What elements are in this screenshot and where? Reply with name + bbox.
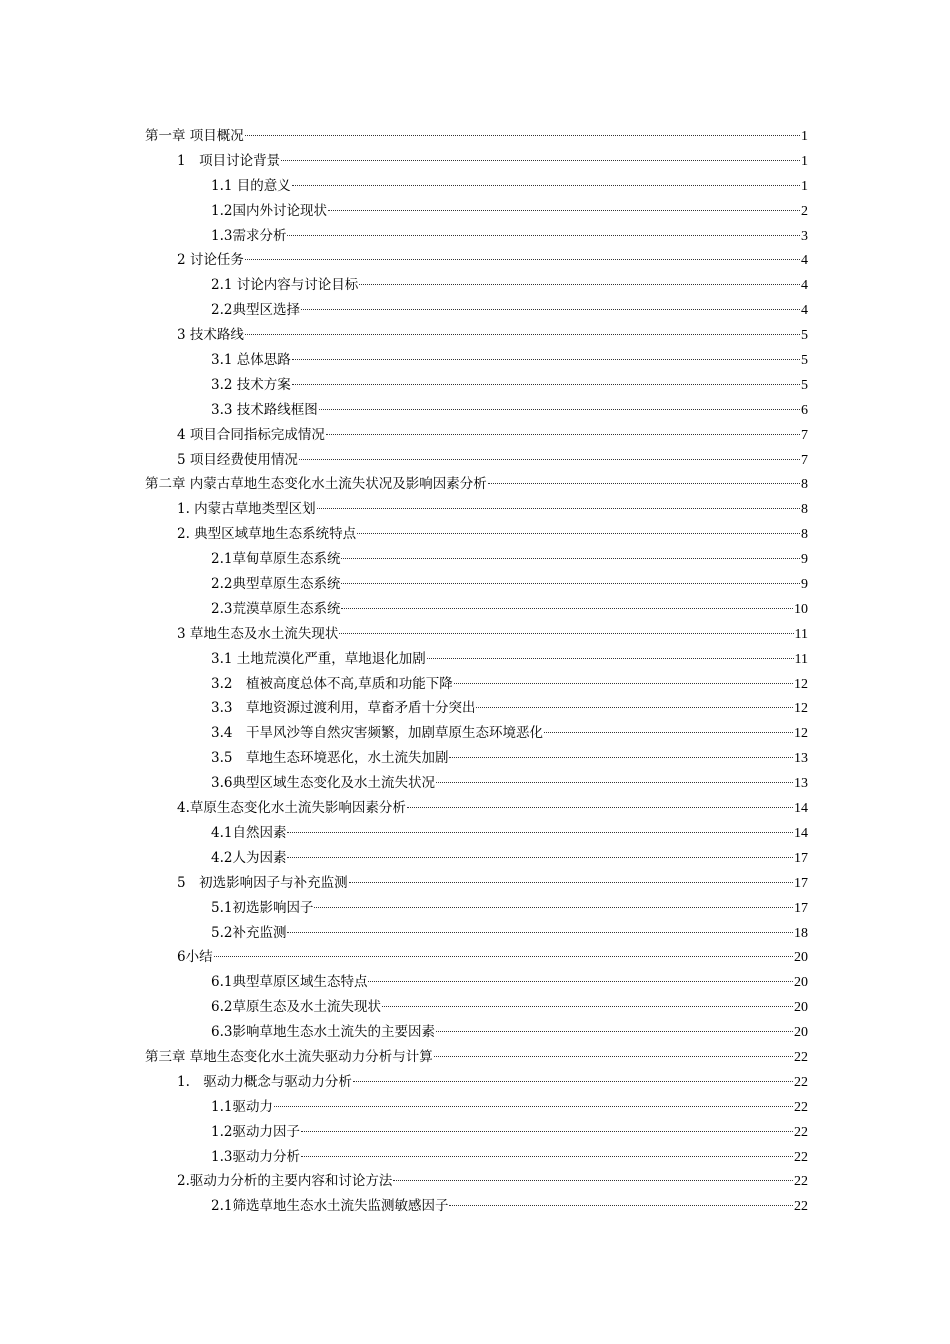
toc-leader-dots: [301, 1131, 793, 1132]
toc-entry-page: 20: [794, 1025, 808, 1041]
toc-leader-dots: [292, 185, 800, 186]
toc-entry-page: 22: [794, 1124, 808, 1140]
toc-entry-title: 3.1 总体思路: [211, 352, 291, 369]
toc-entry-page: 13: [794, 751, 808, 767]
toc-leader-dots: [287, 235, 800, 236]
toc-entry-title: 1. 内蒙古草地类型区划: [177, 501, 316, 518]
toc-entry-title: 3.2 技术方案: [211, 376, 291, 393]
toc-entry-page: 12: [794, 726, 808, 742]
toc-leader-dots: [393, 1180, 793, 1181]
toc-entry[interactable]: [145, 871, 808, 896]
toc-entry-title: 5 初选影响因子与补充监测: [177, 874, 348, 891]
toc-entry-page: 22: [794, 1099, 808, 1115]
toc-entry[interactable]: [145, 373, 808, 398]
toc-entry-title: 3.5 草地生态环境恶化，水土流失加剧: [211, 750, 449, 767]
toc-entry-title: 6小结: [177, 949, 213, 966]
toc-entry-title: 6.3影响草地生态水土流失的主要因素: [211, 1024, 435, 1041]
toc-entry-page: 7: [801, 427, 808, 443]
toc-entry[interactable]: [145, 1095, 808, 1120]
toc-leader-dots: [341, 608, 793, 609]
toc-entry-title: 2.2典型区选择: [211, 302, 300, 319]
toc-entry[interactable]: [145, 149, 808, 174]
toc-entry-title: 5.1初选影响因子: [211, 899, 314, 916]
toc-entry-title: 2.2典型草原生态系统: [211, 576, 341, 593]
toc-entry-page: 12: [794, 701, 808, 717]
toc-leader-dots: [382, 1006, 793, 1007]
toc-entry-title: 5 项目经费使用情况: [177, 451, 298, 468]
toc-entry-page: 8: [801, 477, 808, 493]
toc-entry[interactable]: [145, 945, 808, 970]
toc-entry[interactable]: [145, 1145, 808, 1170]
toc-entry-page: 8: [801, 502, 808, 518]
toc-entry[interactable]: [145, 796, 808, 821]
toc-entry-title: 6.1典型草原区域生态特点: [211, 974, 368, 991]
toc-entry-page: 5: [801, 377, 808, 393]
toc-entry[interactable]: [145, 273, 808, 298]
toc-leader-dots: [299, 459, 800, 460]
toc-entry-title: 2.1筛选草地生态水土流失监测敏感因子: [211, 1198, 449, 1215]
toc-entry[interactable]: [145, 672, 808, 697]
toc-entry-title: 3.2 植被高度总体不高,草质和功能下降: [211, 675, 453, 692]
toc-entry[interactable]: [145, 497, 808, 522]
toc-entry-page: 2: [801, 203, 808, 219]
toc-entry-page: 1: [801, 178, 808, 194]
toc-entry-title: 2 讨论任务: [177, 252, 244, 269]
toc-leader-dots: [326, 434, 800, 435]
toc-entry[interactable]: [145, 248, 808, 273]
toc-entry-page: 20: [794, 1000, 808, 1016]
toc-entry-title: 2.1草甸草原生态系统: [211, 551, 341, 568]
toc-entry[interactable]: [145, 423, 808, 448]
toc-entry[interactable]: [145, 622, 808, 647]
toc-entry-page: 1: [801, 153, 808, 169]
toc-entry[interactable]: [145, 522, 808, 547]
toc-entry[interactable]: [145, 970, 808, 995]
toc-entry-page: 20: [794, 950, 808, 966]
toc-entry[interactable]: [145, 821, 808, 846]
toc-entry-page: 6: [801, 402, 808, 418]
toc-leader-dots: [353, 1081, 793, 1082]
toc-leader-dots: [319, 409, 800, 410]
toc-entry[interactable]: [145, 746, 808, 771]
toc-entry-title: 1 项目讨论背景: [177, 152, 281, 169]
toc-entry[interactable]: [145, 224, 808, 249]
toc-leader-dots: [427, 658, 794, 659]
toc-entry-title: 1.3需求分析: [211, 227, 287, 244]
toc-entry-page: 13: [794, 776, 808, 792]
table-of-contents: [145, 124, 808, 1219]
toc-entry[interactable]: [145, 547, 808, 572]
toc-leader-dots: [476, 707, 793, 708]
toc-leader-dots: [287, 832, 793, 833]
toc-entry[interactable]: [145, 1120, 808, 1145]
toc-entry[interactable]: [145, 846, 808, 871]
toc-leader-dots: [436, 782, 793, 783]
toc-entry-title: 6.2草原生态及水土流失现状: [211, 999, 381, 1016]
toc-entry-title: 2.驱动力分析的主要内容和讨论方法: [177, 1173, 393, 1190]
toc-entry-page: 17: [794, 850, 808, 866]
toc-entry-page: 22: [794, 1149, 808, 1165]
toc-entry[interactable]: [145, 771, 808, 796]
toc-leader-dots: [488, 483, 800, 484]
toc-leader-dots: [359, 284, 800, 285]
toc-entry-page: 14: [794, 801, 808, 817]
toc-entry-title: 1. 驱动力概念与驱动力分析: [177, 1073, 352, 1090]
toc-entry-page: 1: [801, 129, 808, 144]
toc-entry-title: 2.3荒漠草原生态系统: [211, 600, 341, 617]
toc-entry-page: 8: [801, 527, 808, 543]
toc-entry-page: 3: [801, 228, 808, 244]
toc-entry-title: 3.1 土地荒漠化严重，草地退化加剧: [211, 650, 426, 667]
toc-entry-title: 2.1 讨论内容与讨论目标: [211, 277, 359, 294]
toc-entry[interactable]: [145, 921, 808, 946]
toc-entry[interactable]: [145, 1194, 808, 1219]
toc-leader-dots: [287, 932, 793, 933]
toc-entry-title: 2. 典型区域草地生态系统特点: [177, 526, 357, 543]
toc-entry[interactable]: [145, 1169, 808, 1194]
toc-leader-dots: [436, 1031, 793, 1032]
toc-entry-title: 1.2国内外讨论现状: [211, 202, 327, 219]
toc-entry-page: 11: [794, 626, 808, 642]
toc-entry[interactable]: [145, 995, 808, 1020]
toc-entry[interactable]: [145, 572, 808, 597]
toc-leader-dots: [292, 384, 800, 385]
toc-entry-title: 3.4 干旱风沙等自然灾害频繁，加剧草原生态环境恶化: [211, 725, 543, 742]
toc-entry-title: 4.2人为因素: [211, 849, 287, 866]
toc-entry-title: 3.6典型区域生态变化及水土流失状况: [211, 775, 435, 792]
toc-entry[interactable]: [145, 124, 808, 149]
toc-entry[interactable]: [145, 721, 808, 746]
toc-entry[interactable]: [145, 472, 808, 497]
toc-entry[interactable]: [145, 696, 808, 721]
toc-entry[interactable]: [145, 647, 808, 672]
toc-leader-dots: [214, 956, 793, 957]
toc-entry-page: 17: [794, 875, 808, 891]
toc-leader-dots: [368, 981, 793, 982]
toc-entry[interactable]: [145, 1020, 808, 1045]
toc-leader-dots: [544, 732, 793, 733]
toc-entry-page: 4: [801, 278, 808, 294]
toc-entry-page: 4: [801, 303, 808, 319]
toc-leader-dots: [349, 882, 793, 883]
toc-leader-dots: [328, 210, 800, 211]
toc-leader-dots: [301, 309, 800, 310]
toc-leader-dots: [245, 135, 800, 136]
toc-entry-page: 22: [794, 1049, 808, 1065]
toc-entry[interactable]: [145, 1045, 808, 1070]
toc-entry[interactable]: [145, 398, 808, 423]
toc-entry-title: 1.2驱动力因子: [211, 1123, 300, 1140]
toc-entry-title: 4.草原生态变化水土流失影响因素分析: [177, 800, 406, 817]
toc-entry-page: 18: [794, 925, 808, 941]
toc-entry-page: 9: [801, 552, 808, 568]
toc-entry[interactable]: [145, 199, 808, 224]
toc-entry[interactable]: [145, 323, 808, 348]
toc-entry-title: 1.1驱动力: [211, 1098, 273, 1115]
toc-leader-dots: [317, 508, 800, 509]
toc-leader-dots: [287, 857, 793, 858]
toc-leader-dots: [301, 1156, 793, 1157]
toc-entry[interactable]: [145, 1070, 808, 1095]
toc-entry-page: 12: [794, 676, 808, 692]
toc-entry-page: 11: [794, 651, 808, 667]
toc-entry-title: 第一章 项目概况: [145, 128, 244, 144]
toc-leader-dots: [341, 583, 800, 584]
toc-entry[interactable]: [145, 448, 808, 473]
toc-entry[interactable]: [145, 896, 808, 921]
toc-entry-page: 7: [801, 452, 808, 468]
toc-leader-dots: [449, 757, 793, 758]
toc-leader-dots: [357, 533, 800, 534]
toc-leader-dots: [407, 807, 793, 808]
toc-entry-page: 20: [794, 975, 808, 991]
toc-entry-page: 22: [794, 1199, 808, 1215]
toc-entry-title: 第二章 内蒙古草地生态变化水土流失状况及影响因素分析: [145, 476, 487, 493]
toc-entry-title: 第三章 草地生态变化水土流失驱动力分析与计算: [145, 1048, 433, 1065]
toc-leader-dots: [292, 359, 800, 360]
toc-entry-page: 9: [801, 577, 808, 593]
toc-entry-page: 5: [801, 353, 808, 369]
toc-entry-page: 22: [794, 1174, 808, 1190]
toc-entry-page: 14: [794, 825, 808, 841]
toc-entry-title: 5.2补充监测: [211, 924, 287, 941]
toc-entry[interactable]: [145, 348, 808, 373]
toc-entry-page: 10: [794, 601, 808, 617]
toc-entry[interactable]: [145, 174, 808, 199]
toc-entry-page: 5: [801, 328, 808, 344]
toc-leader-dots: [341, 558, 800, 559]
toc-leader-dots: [454, 683, 793, 684]
toc-leader-dots: [434, 1056, 793, 1057]
toc-leader-dots: [281, 160, 800, 161]
toc-leader-dots: [339, 633, 793, 634]
toc-entry-title: 4.1自然因素: [211, 824, 287, 841]
toc-leader-dots: [449, 1205, 793, 1206]
toc-entry-title: 3.3 技术路线框图: [211, 401, 318, 418]
toc-entry-title: 4 项目合同指标完成情况: [177, 426, 325, 443]
toc-entry-page: 4: [801, 253, 808, 269]
toc-entry-title: 1.1 目的意义: [211, 177, 291, 194]
toc-entry-title: 3 草地生态及水土流失现状: [177, 625, 339, 642]
toc-leader-dots: [314, 907, 793, 908]
toc-leader-dots: [245, 259, 800, 260]
toc-entry-title: 3 技术路线: [177, 327, 244, 344]
toc-entry-title: 1.3驱动力分析: [211, 1148, 300, 1165]
toc-leader-dots: [245, 334, 800, 335]
toc-entry-page: 17: [794, 900, 808, 916]
toc-entry-title: 3.3 草地资源过渡利用，草畜矛盾十分突出: [211, 700, 476, 717]
toc-entry[interactable]: [145, 597, 808, 622]
toc-leader-dots: [274, 1106, 793, 1107]
toc-entry-page: 22: [794, 1074, 808, 1090]
toc-entry[interactable]: [145, 298, 808, 323]
